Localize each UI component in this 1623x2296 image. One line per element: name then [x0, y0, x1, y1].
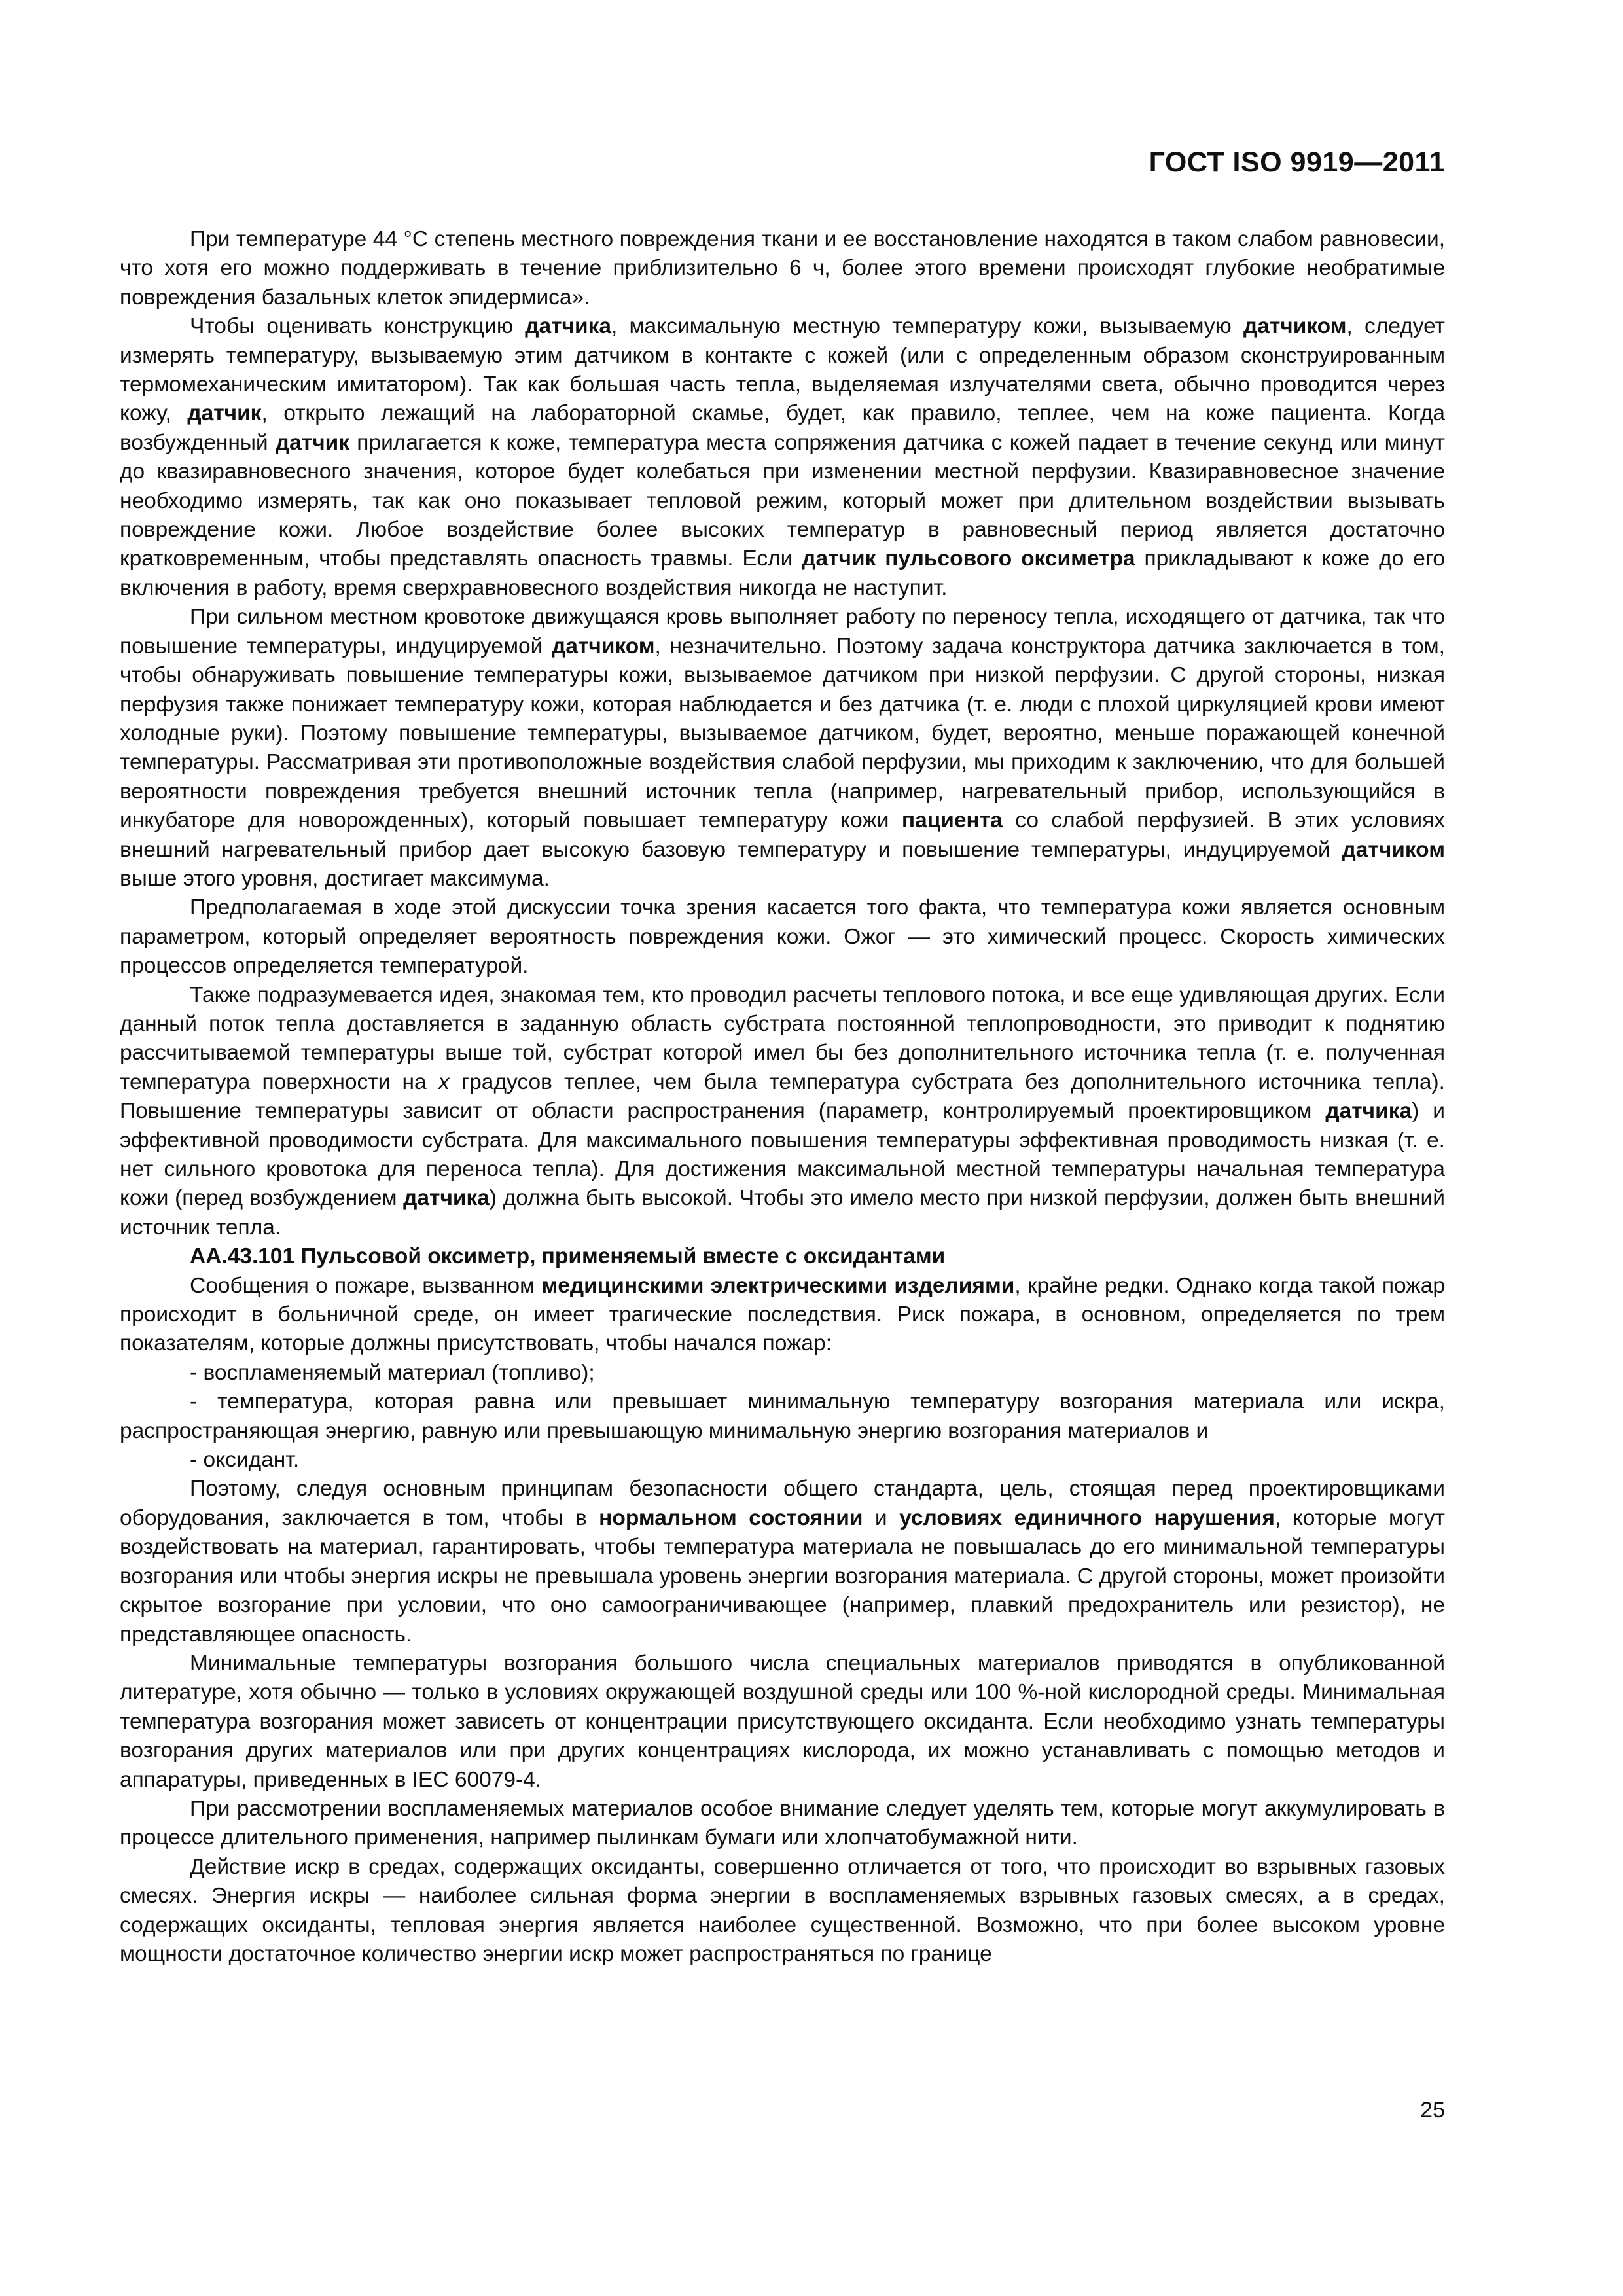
page-number: 25: [1420, 2098, 1445, 2123]
text-run: и: [863, 1505, 900, 1530]
term-emphasis: датчика: [525, 314, 611, 339]
text-run: ) и эффективной проводимости субстрата. Для максимального повышения температуры эффективная проводимость низкая (т. е. нет сильного кровотока для переноса тепла). Для достижения максимальной местной температуры начальная температура кожи (перед возбуждением: [120, 1099, 1445, 1211]
text-run: , следует измерять температуру, вызываемую этим датчиком в контакте с кожей (или с определенным образом сконструированным термомеханическим имитатором). Так как большая часть тепла, выделяемая излучателями света, обычно проводится через кожу,: [120, 314, 1445, 426]
text-run: - оксидант.: [190, 1448, 300, 1473]
text-run: , открыто лежащий на лабораторной скамье, будет, как правило, теплее, чем на коже пациента. Когда возбужденный: [120, 401, 1445, 455]
term-emphasis: датчиком: [1243, 314, 1347, 339]
variable-italic: x: [438, 1069, 450, 1094]
body-paragraph: [120, 1853, 1445, 1969]
body-paragraph: [120, 1475, 1445, 1649]
term-emphasis: датчик пульсового оксиметра: [802, 547, 1135, 571]
text-run: , крайне редки. Однако когда такой пожар происходит в больничной среде, он имеет трагические последствия. Риск пожара, в основном, определяется по трем показателям, которые должны присутствовать, чтобы начался пожар:: [120, 1273, 1445, 1356]
term-emphasis: датчик: [275, 430, 350, 455]
text-run: При температуре 44 °С степень местного повреждения ткани и ее восстановление находятся в таком слабом равновесии, что хотя его можно поддерживать в течение приблизительно 6 ч, более этого времени происходят глубокие необратимые повреждения базальных клеток эпидермиса».: [120, 227, 1445, 310]
term-emphasis: датчика: [403, 1186, 490, 1211]
term-emphasis: условиях единичного нарушения: [899, 1505, 1275, 1530]
body-paragraph: [120, 225, 1445, 312]
text-run: - температура, которая равна или превышает минимальную температуру возгорания материала или искра, распространяющая энергию, равную или превышающую минимальную энергию возгорания материалов и: [120, 1390, 1445, 1443]
term-emphasis: датчиком: [552, 634, 655, 658]
list-item: [120, 1446, 1445, 1475]
body-paragraph: [120, 1795, 1445, 1853]
body-paragraph: [120, 1388, 1445, 1446]
text-run: , максимальную местную температуру кожи, вызываемую: [611, 314, 1243, 339]
text-run: Чтобы оценивать конструкцию: [190, 314, 526, 339]
list-item: [120, 1359, 1445, 1388]
text-run: Сообщения о пожаре, вызванном: [190, 1273, 542, 1298]
body-paragraph: [120, 312, 1445, 603]
text-run: Поэтому, следуя основным принципам безопасности общего стандарта, цель, стоящая перед проектировщиками оборудования, заключается в том, чтобы в: [120, 1477, 1445, 1530]
term-emphasis: датчика: [1325, 1099, 1412, 1124]
text-run: АА.43.101 Пульсовой оксиметр, применяемый вместе с оксидантами: [190, 1244, 946, 1269]
term-emphasis: пациента: [901, 808, 1003, 833]
text-run: , незначительно. Поэтому задача конструктора датчика заключается в том, чтобы обнаруживать повышение температуры кожи, вызываемое датчиком при низкой перфузии. С другой стороны, низкая перфузия также понижает температуру кожи, которая наблюдается и без датчика (т. е. люди с плохой циркуляцией крови имеют холодные руки). Поэтому повышение температуры, вызываемое датчиком, будет, вероятно, меньше поражающей конечной температуры. Рассматривая эти противоположные воздействия слабой перфузии, мы приходим к заключению, что для большей вероятности повреждения требуется внешний источник тепла (например, нагревательный прибор, использующийся в инкубаторе для новорожденных), который повышает температуру кожи: [120, 634, 1445, 833]
section-heading: [120, 1242, 1445, 1271]
term-emphasis: нормальном состоянии: [599, 1505, 863, 1530]
text-run: , которые могут воздействовать на материал, гарантировать, чтобы температура материала не повышалась до его минимальной температуры возгорания или чтобы энергия искры не превышала уровень энергии возгорания материала. С другой стороны, может произойти скрытое возгорание при условии, что оно самоограничивающее (например, плавкий предохранитель или резистор), не представляющее опасность.: [120, 1505, 1445, 1647]
text-run: Минимальные температуры возгорания большого числа специальных материалов приводятся в опубликованной литературе, хотя обычно — только в условиях окружающей воздушной среды или 100 %-ной кислородной среды. Минимальная температура возгорания может зависеть от концентрации присутствующего оксиданта. Если необходимо узнать температуры возгорания других материалов или при других концентрациях кислорода, их можно устанавливать с помощью методов и аппаратуры, приведенных в IEC 60079-4.: [120, 1651, 1445, 1792]
term-emphasis: медицинскими электрическими изделиями: [541, 1273, 1015, 1298]
body-paragraph: [120, 603, 1445, 893]
term-emphasis: датчиком: [1342, 837, 1445, 862]
body-paragraph: [120, 981, 1445, 1243]
body-paragraph: [120, 1649, 1445, 1795]
text-run: Предполагаемая в ходе этой дискуссии точка зрения касается того факта, что температура кожи является основным параметром, который определяет вероятность повреждения кожи. Ожог — это химический процесс. Скорость химических процессов определяется температурой.: [120, 895, 1445, 978]
text-run: прилагается к коже, температура места сопряжения датчика с кожей падает в течение секунд или минут до квазиравновесного значения, которое будет колебаться при изменении местной перфузии. Квазиравновесное значение необходимо измерять, так как оно показывает тепловой режим, который может при длительном воздействии вызывать повреждение кожи. Любое воздействие более высоких температур в равновесный период является достаточно кратковременным, чтобы представлять опасность травмы. Если: [120, 430, 1445, 571]
text-run: Действие искр в средах, содержащих оксиданты, совершенно отличается от того, что происходит во взрывных газовых смесях. Энергия искры — наиболее сильная форма энергии в воспламеняемых взрывных газовых смесях, а в средах, содержащих оксиданты, тепловая энергия является наиболее существенной. Возможно, что при более высоком уровне мощности достаточное количество энергии искр может распространяться по границе: [120, 1854, 1445, 1966]
body-text: [120, 225, 1445, 1969]
term-emphasis: датчик: [187, 401, 262, 426]
text-run: При рассмотрении воспламеняемых материалов особое внимание следует уделять тем, которые могут аккумулировать в процессе длительного применения, например пылинкам бумаги или хлопчатобумажной нити.: [120, 1796, 1445, 1850]
standard-code-header: ГОСТ ISO 9919—2011: [1149, 147, 1445, 178]
text-run: прикладывают к коже до его включения в работу, время сверхравновесного воздействия никогда не наступит.: [120, 547, 1445, 600]
text-run: Также подразумевается идея, знакомая тем, кто проводил расчеты теплового потока, и все еще удивляющая других. Если данный поток тепла доставляется в заданную область субстрата постоянной теплопроводности, это приводит к поднятию рассчитываемой температуры выше той, субстрат которой имел бы без дополнительного источника тепла (т. е. полученная температура поверхности на: [120, 982, 1445, 1094]
text-run: градусов теплее, чем была температура субстрата без дополнительного источника тепла). Повышение температуры зависит от области распространения (параметр, контролируемый проектировщиком: [120, 1069, 1445, 1124]
text-run: - воспламеняемый материал (топливо);: [190, 1360, 595, 1385]
text-run: При сильном местном кровотоке движущаяся кровь выполняет работу по переносу тепла, исходящего от датчика, так что повышение температуры, индуцируемой: [120, 605, 1445, 658]
body-paragraph: [120, 893, 1445, 980]
body-paragraph: [120, 1272, 1445, 1359]
text-run: выше этого уровня, достигает максимума.: [120, 866, 550, 891]
text-run: со слабой перфузией. В этих условиях внешний нагревательный прибор дает высокую базовую температуру и повышение температуры, индуцируемой: [120, 808, 1445, 862]
text-run: ) должна быть высокой. Чтобы это имело место при низкой перфузии, должен быть внешний источник тепла.: [120, 1186, 1445, 1240]
